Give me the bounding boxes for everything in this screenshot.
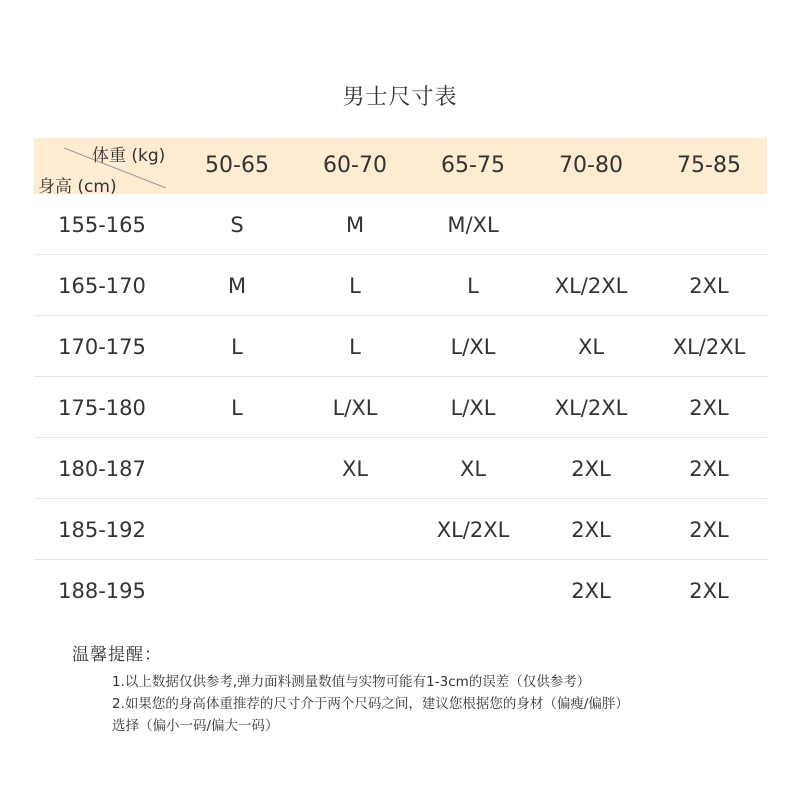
size-cell: L	[349, 335, 361, 359]
size-cell: L	[467, 274, 479, 298]
size-cell	[296, 560, 414, 620]
size-cell	[178, 499, 296, 559]
size-table	[34, 138, 767, 620]
height-cell: 185-192	[58, 518, 146, 542]
size-cell: L/XL	[450, 396, 496, 420]
weight-column-header: 60-70	[323, 153, 387, 178]
size-cell: XL/2XL	[436, 518, 510, 542]
height-cell: 188-195	[58, 579, 146, 603]
table-row	[34, 194, 767, 255]
size-cell: M	[345, 213, 365, 237]
weight-column-header: 75-85	[677, 153, 741, 178]
notes-section	[72, 640, 772, 737]
height-cell: 180-187	[58, 457, 146, 481]
height-cell: 165-170	[58, 274, 146, 298]
size-cell: L/XL	[450, 335, 496, 359]
size-cell: 2XL	[571, 518, 611, 542]
corner-header-cell	[34, 138, 170, 194]
table-row	[34, 499, 767, 560]
size-cell	[414, 560, 532, 620]
size-cell	[296, 499, 414, 559]
size-cell: XL	[341, 457, 369, 481]
size-cell: 2XL	[689, 518, 729, 542]
size-cell: S	[230, 213, 244, 237]
size-cell	[650, 194, 768, 254]
height-cell: 175-180	[58, 396, 146, 420]
size-cell: 2XL	[689, 579, 729, 603]
size-cell: M/XL	[447, 213, 499, 237]
table-row	[34, 560, 767, 620]
size-cell: XL/2XL	[672, 335, 746, 359]
size-cell: XL	[577, 335, 605, 359]
size-cell: M	[227, 274, 247, 298]
weight-column-header: 50-65	[205, 153, 269, 178]
height-cell: 170-175	[58, 335, 146, 359]
height-axis-label: 身高 (cm)	[38, 177, 117, 194]
size-cell	[178, 560, 296, 620]
size-cell: XL/2XL	[554, 274, 628, 298]
size-cell: XL	[459, 457, 487, 481]
table-header-row	[34, 138, 767, 194]
note-line: 1.以上数据仅供参考,弹力面料测量数值与实物可能有1-3cm的误差（仅供参考）	[112, 674, 591, 690]
weight-axis-label: 体重 (kg)	[92, 146, 166, 166]
size-cell: XL/2XL	[554, 396, 628, 420]
size-cell: L	[349, 274, 361, 298]
height-cell: 155-165	[58, 213, 146, 237]
size-cell: L	[231, 396, 243, 420]
size-cell: 2XL	[571, 457, 611, 481]
note-line: 2.如果您的身高体重推荐的尺寸介于两个尺码之间，建议您根据您的身材（偏瘦/偏胖）	[112, 696, 629, 712]
size-cell: L/XL	[332, 396, 378, 420]
table-row	[34, 438, 767, 499]
size-cell: L	[231, 335, 243, 359]
note-line: 选择（偏小一码/偏大一码）	[112, 718, 279, 734]
notes-title: 温馨提醒：	[72, 645, 162, 665]
table-row	[34, 316, 767, 377]
weight-column-header: 65-75	[441, 153, 505, 178]
size-cell: 2XL	[689, 274, 729, 298]
size-cell: 2XL	[571, 579, 611, 603]
size-cell	[178, 438, 296, 498]
table-row	[34, 255, 767, 316]
weight-column-header: 70-80	[559, 153, 623, 178]
size-cell	[532, 194, 650, 254]
size-cell: 2XL	[689, 457, 729, 481]
size-cell: 2XL	[689, 396, 729, 420]
table-row	[34, 377, 767, 438]
page-title: 男士尺寸表	[342, 85, 458, 110]
